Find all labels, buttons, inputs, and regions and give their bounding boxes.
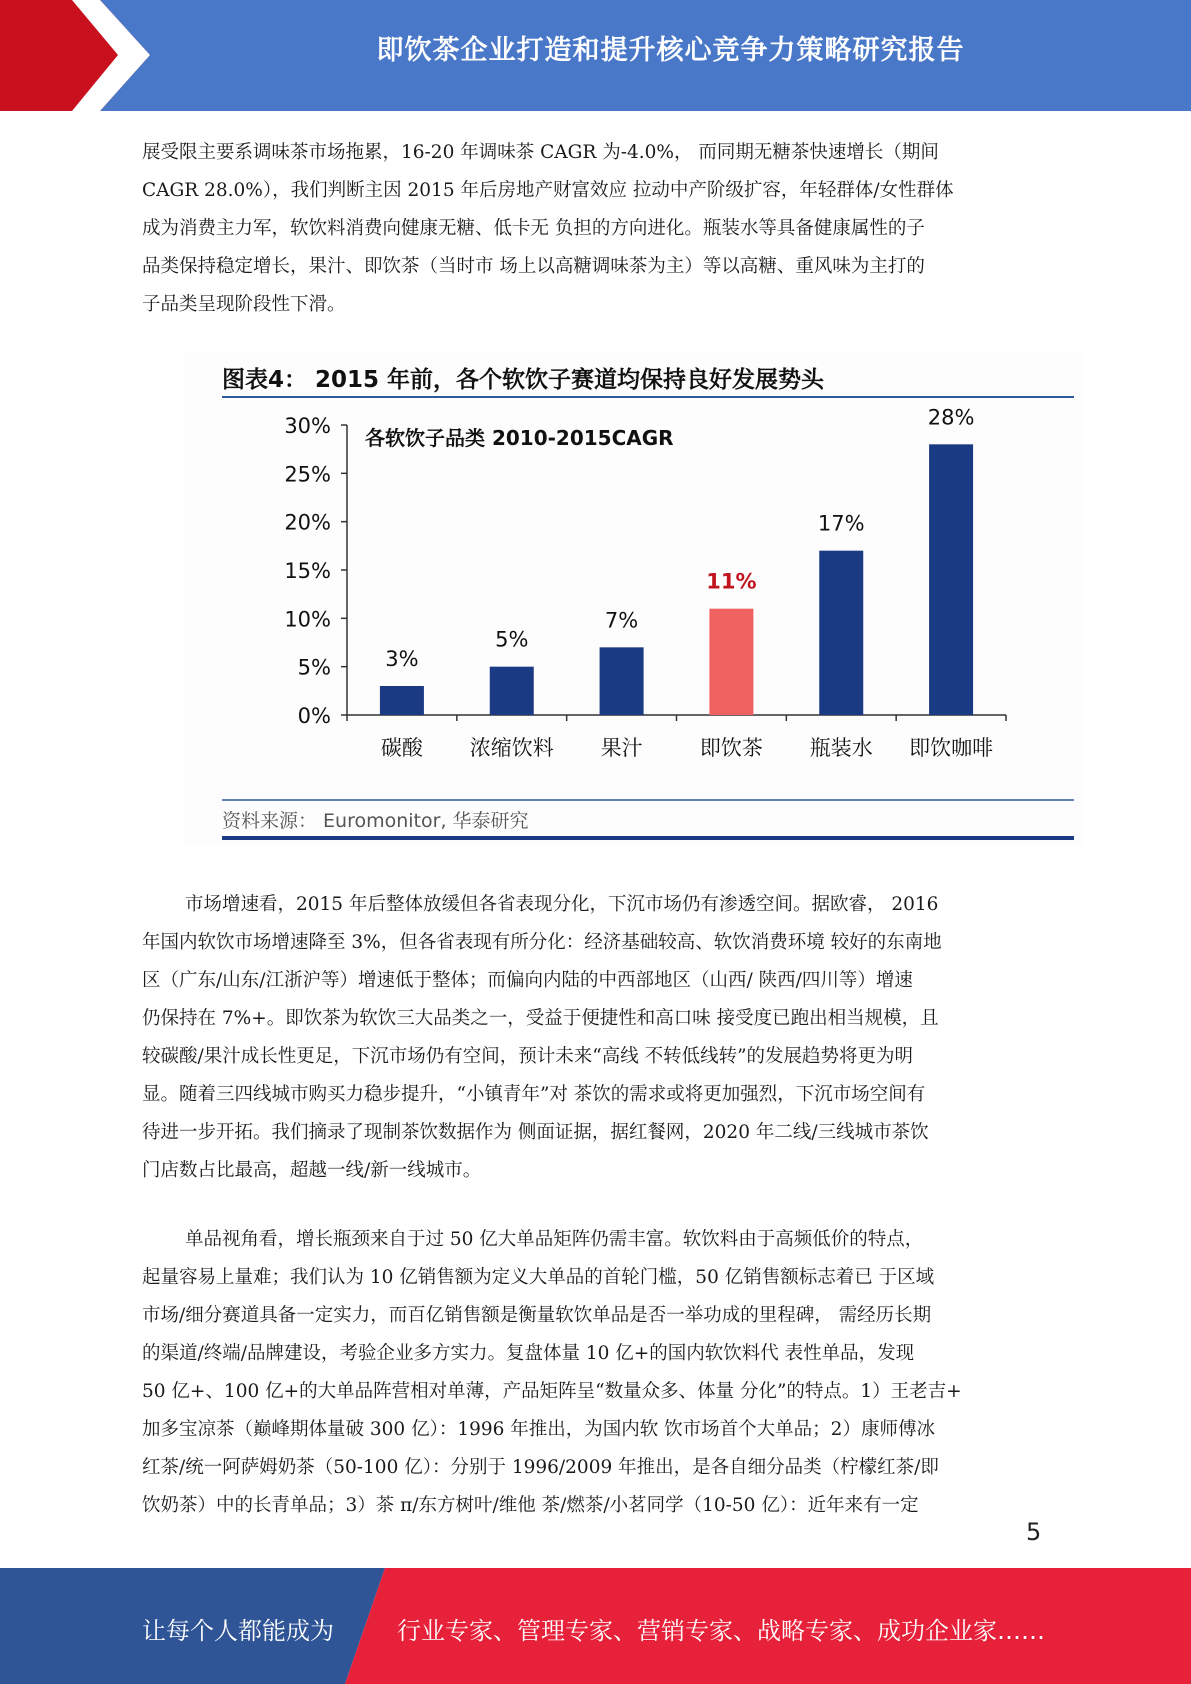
footer-slogan-right: 行业专家、管理专家、营销专家、战略专家、成功企业家…… bbox=[397, 1617, 1045, 1645]
text-line: 年国内软饮市场增速降至 3%，但各省表现有所分化：经济基础较高、软饮消费环境 较好的东南地 bbox=[142, 932, 942, 953]
category-label: 瓶装水 bbox=[809, 736, 873, 760]
category-label: 即饮咖啡 bbox=[909, 736, 994, 760]
chart-figure bbox=[184, 352, 1084, 846]
footer-slogan-left: 让每个人都能成为 bbox=[142, 1617, 334, 1645]
bar bbox=[929, 444, 973, 715]
text-line: 饮奶茶）中的长青单品；3）茶 π/东方树叶/维他 茶/燃茶/小茗同学（10-50 亿）：近年来有一定 bbox=[142, 1495, 919, 1516]
bar-value-label: 7% bbox=[604, 608, 639, 633]
y-tick-label: 15% bbox=[284, 559, 331, 583]
bar-value-label: 28% bbox=[927, 405, 975, 430]
y-tick-label: 30% bbox=[284, 414, 331, 438]
text-line: 仍保持在 7%+。即饮茶为软饮三大品类之一，受益于便捷性和高口味 接受度已跑出相当规模，且 bbox=[142, 1008, 939, 1029]
y-tick-label: 0% bbox=[297, 704, 331, 728]
y-tick-label: 5% bbox=[297, 655, 331, 680]
bar bbox=[819, 551, 863, 715]
text-line: 子品类呈现阶段性下滑。 bbox=[142, 294, 346, 315]
text-line: 展受限主要系调味茶市场拖累，16-20 年调味茶 CAGR 为-4.0%， 而同期无糖茶快速增长（期间 bbox=[142, 142, 939, 163]
paragraph-3 bbox=[142, 1221, 1044, 1525]
text-line: 市场/细分赛道具备一定实力，而百亿销售额是衡量软饮单品是否一举功成的里程碑， 需经历长期 bbox=[142, 1305, 932, 1326]
bar-value-label: 5% bbox=[495, 627, 529, 652]
category-label: 果汁 bbox=[600, 736, 643, 760]
text-line: 市场增速看，2015 年后整体放缓但各省表现分化，下沉市场仍有渗透空间。据欧睿， 2016 bbox=[185, 894, 939, 915]
category-label: 即饮茶 bbox=[699, 736, 763, 760]
text-line: 显。随着三四线城市购买力稳步提升，“小镇青年”对 茶饮的需求或将更加强烈，下沉市场空间有 bbox=[142, 1084, 926, 1105]
paragraph-2 bbox=[142, 886, 1044, 1190]
text-line: 加多宝凉茶（巅峰期体量破 300 亿）：1996 年推出，为国内软 饮市场首个大单品；2）康师傅冰 bbox=[142, 1419, 935, 1440]
category-label: 碳酸 bbox=[380, 736, 423, 760]
bar-value-label: 3% bbox=[385, 647, 419, 671]
report-title: 即饮茶企业打造和提升核心竞争力策略研究报告 bbox=[376, 35, 965, 66]
y-tick-label: 25% bbox=[284, 462, 331, 487]
text-line: 的渠道/终端/品牌建设，考验企业多方实力。复盘体量 10 亿+的国内软饮料代 表性单品，发现 bbox=[142, 1343, 915, 1364]
text-line: 门店数占比最高，超越一线/新一线城市。 bbox=[142, 1160, 482, 1181]
figure-source: 资料来源： Euromonitor, 华泰研究 bbox=[222, 810, 529, 832]
text-line: 待进一步开拓。我们摘录了现制茶饮数据作为 侧面证据，据红餐网，2020 年二线/三线城市茶饮 bbox=[142, 1122, 929, 1143]
text-line: 50 亿+、100 亿+的大单品阵营相对单薄，产品矩阵呈“数量众多、体量 分化”的特点。1）王老吉+ bbox=[142, 1381, 962, 1402]
category-label: 浓缩饮料 bbox=[469, 736, 554, 760]
paragraph-1 bbox=[142, 134, 1044, 324]
text-line: 起量容易上量难；我们认为 10 亿销售额为定义大单品的首轮门槛，50 亿销售额标志着已 于区域 bbox=[142, 1267, 935, 1288]
bar bbox=[380, 686, 424, 715]
page-header bbox=[0, 0, 1191, 111]
text-line: 区（广东/山东/江浙沪等）增速低于整体；而偏向内陆的中西部地区（山西/ 陕西/四川等）增速 bbox=[142, 970, 913, 991]
bar-value-label: 17% bbox=[817, 511, 865, 536]
bar-chart bbox=[184, 352, 1084, 846]
y-tick-label: 10% bbox=[284, 607, 331, 632]
bar bbox=[709, 609, 753, 715]
text-line: CAGR 28.0%），我们判断主因 2015 年后房地产财富效应 拉动中产阶级扩容，年轻群体/女性群体 bbox=[142, 180, 954, 201]
page-number: 5 bbox=[1026, 1518, 1042, 1546]
bar-value-label: 11% bbox=[706, 569, 757, 594]
chart-title: 各软饮子品类 2010-2015CAGR bbox=[365, 426, 674, 450]
text-line: 品类保持稳定增长，果汁、即饮茶（当时市 场上以高糖调味茶为主）等以高糖、重风味为主打的 bbox=[142, 256, 925, 277]
bar bbox=[490, 667, 534, 715]
text-line: 较碳酸/果汁成长性更足，下沉市场仍有空间，预计未来“高线 不转低线转”的发展趋势将更为明 bbox=[142, 1046, 914, 1067]
bar bbox=[600, 647, 644, 715]
figure-title: 图表4： 2015 年前，各个软饮子赛道均保持良好发展势头 bbox=[222, 367, 825, 393]
page-footer bbox=[0, 1568, 1191, 1684]
chart-plot-area bbox=[284, 405, 1006, 760]
text-line: 单品视角看，增长瓶颈来自于过 50 亿大单品矩阵仍需丰富。软饮料由于高频低价的特点， bbox=[185, 1229, 924, 1250]
y-tick-label: 20% bbox=[284, 510, 331, 535]
text-line: 成为消费主力军，软饮料消费向健康无糖、低卡无 负担的方向进化。瓶装水等具备健康属性的子 bbox=[142, 218, 925, 239]
text-line: 红茶/统一阿萨姆奶茶（50-100 亿）：分别于 1996/2009 年推出，是各自细分品类（柠檬红茶/即 bbox=[142, 1457, 939, 1478]
